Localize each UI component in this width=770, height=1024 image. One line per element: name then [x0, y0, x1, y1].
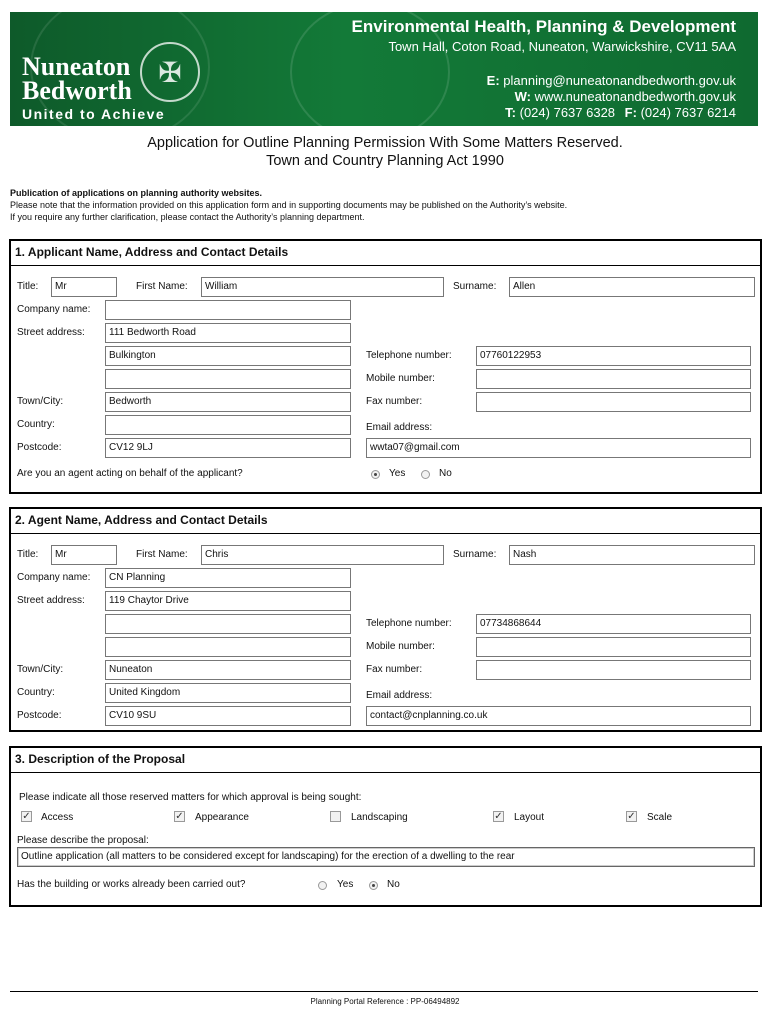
divider [11, 772, 760, 773]
applicant-postcode-field[interactable]: CV12 9LJ [105, 438, 351, 458]
fax-label: Fax number: [366, 396, 423, 407]
landscaping-checkbox[interactable] [330, 811, 341, 822]
country-label: Country: [17, 419, 55, 430]
access-label: Access [41, 812, 74, 823]
section-agent [9, 507, 762, 732]
agent-no-radio[interactable] [421, 470, 430, 479]
postcode-label: Postcode: [17, 710, 62, 721]
first-name-label: First Name: [136, 549, 188, 560]
fax-label: F: [624, 105, 637, 120]
postcode-label: Postcode: [17, 442, 62, 453]
section-title: 1. Applicant Name, Address and Contact Details [15, 245, 289, 259]
town-label: Town/City: [17, 396, 64, 407]
no-label: No [439, 468, 452, 479]
agent-postcode-field[interactable]: CV10 9SU [105, 706, 351, 726]
agent-street-3-field[interactable] [105, 637, 351, 657]
scale-label: Scale [647, 812, 673, 823]
agent-street-2-field[interactable] [105, 614, 351, 634]
agent-mobile-field[interactable] [476, 637, 751, 657]
publication-notice [10, 187, 567, 223]
applicant-surname-field[interactable]: Allen [509, 277, 755, 297]
applicant-fax-field[interactable] [476, 392, 751, 412]
title-label: Title: [17, 549, 39, 560]
logo-text-bedworth: Bedworth [22, 76, 132, 105]
yes-label: Yes [337, 879, 354, 890]
contact-fax: (024) 7637 6214 [640, 105, 736, 120]
department-title: Environmental Health, Planning & Development [351, 17, 736, 36]
contact-email-line [487, 73, 736, 88]
publication-title: Publication of applications on planning authority websites. [10, 188, 263, 198]
carried-out-question: Has the building or works already been carried out? [17, 879, 246, 890]
agent-surname-field[interactable]: Nash [509, 545, 755, 565]
surname-label: Surname: [453, 281, 497, 292]
publication-text-1: Please note that the information provided on this application form and in supporting documents may be published on the Authority’s website. [10, 200, 568, 210]
agent-yes-radio[interactable] [371, 470, 380, 479]
applicant-street-3-field[interactable] [105, 369, 351, 389]
no-label: No [387, 879, 400, 890]
agent-town-field[interactable]: Nuneaton [105, 660, 351, 680]
street-label: Street address: [17, 595, 85, 606]
portal-reference: Planning Portal Reference : PP-06494892 [310, 997, 460, 1006]
street-label: Street address: [17, 327, 85, 338]
email-label: E: [486, 73, 500, 88]
applicant-street-1-field[interactable]: 111 Bedworth Road [105, 323, 351, 343]
appearance-checkbox[interactable]: ✓ [175, 811, 184, 822]
logo-tagline: United to Achieve [22, 106, 166, 122]
country-label: Country: [17, 687, 55, 698]
divider [11, 533, 760, 534]
carried-out-yes-radio[interactable] [318, 881, 327, 890]
divider [11, 265, 760, 266]
layout-checkbox[interactable]: ✓ [494, 811, 503, 822]
publication-text-2: If you require any further clarification, please contact the Authority’s planning department. [10, 212, 365, 222]
form-subtitle: Town and Country Planning Act 1990 [266, 153, 504, 169]
agent-title-field[interactable]: Mr [51, 545, 117, 565]
proposal-description-field[interactable]: Outline application (all matters to be considered except for landscaping) for the erection of a dwelling to the rear [17, 847, 755, 867]
header-banner [10, 12, 758, 126]
title-label: Title: [17, 281, 39, 292]
company-label: Company name: [17, 304, 91, 315]
company-label: Company name: [17, 572, 91, 583]
section-title: 3. Description of the Proposal [15, 752, 186, 766]
agent-question: Are you an agent acting on behalf of the applicant? [17, 468, 243, 479]
surname-label: Surname: [453, 549, 497, 560]
telephone-label: Telephone number: [366, 618, 452, 629]
web-label: W: [514, 89, 531, 104]
agent-fax-field[interactable] [476, 660, 751, 680]
section-proposal [9, 746, 762, 907]
email-label: Email address: [366, 422, 433, 433]
describe-label: Please describe the proposal: [17, 835, 149, 846]
applicant-telephone-field[interactable]: 07760122953 [476, 346, 751, 366]
agent-telephone-field[interactable]: 07734868644 [476, 614, 751, 634]
yes-label: Yes [389, 468, 406, 479]
section-title: 2. Agent Name, Address and Contact Details [15, 513, 268, 527]
appearance-label: Appearance [195, 812, 249, 823]
first-name-label: First Name: [136, 281, 188, 292]
applicant-title-field[interactable]: Mr [51, 277, 117, 297]
agent-first-name-field[interactable]: Chris [201, 545, 444, 565]
applicant-country-field[interactable] [105, 415, 351, 435]
town-label: Town/City: [17, 664, 64, 675]
tel-label: T: [505, 105, 516, 120]
carried-out-no-radio[interactable] [369, 881, 378, 890]
fax-label: Fax number: [366, 664, 423, 675]
agent-street-1-field[interactable]: 119 Chaytor Drive [105, 591, 351, 611]
department-address: Town Hall, Coton Road, Nuneaton, Warwickshire, CV11 5AA [388, 39, 736, 54]
contact-email: planning@nuneatonandbedworth.gov.uk [503, 73, 736, 88]
logo-text-nuneaton: Nuneaton [22, 52, 131, 81]
applicant-street-2-field[interactable]: Bulkington [105, 346, 351, 366]
coat-of-arms-icon: ✠ [140, 42, 200, 102]
mobile-label: Mobile number: [366, 641, 435, 652]
applicant-first-name-field[interactable]: William [201, 277, 444, 297]
applicant-company-field[interactable] [105, 300, 351, 320]
form-title: Application for Outline Planning Permission With Some Matters Reserved. [147, 135, 623, 151]
landscaping-label: Landscaping [351, 812, 408, 823]
section-applicant [9, 239, 762, 494]
agent-company-field[interactable]: CN Planning [105, 568, 351, 588]
applicant-town-field[interactable]: Bedworth [105, 392, 351, 412]
email-label: Email address: [366, 690, 433, 701]
matters-question: Please indicate all those reserved matters for which approval is being sought: [19, 792, 362, 803]
contact-phone-line [505, 105, 736, 120]
applicant-mobile-field[interactable] [476, 369, 751, 389]
telephone-label: Telephone number: [366, 350, 452, 361]
footer-divider [10, 991, 758, 992]
layout-label: Layout [514, 812, 545, 823]
mobile-label: Mobile number: [366, 373, 435, 384]
contact-tel: (024) 7637 6328 [519, 105, 616, 120]
contact-web: www.nuneatonandbedworth.gov.uk [534, 89, 736, 104]
agent-country-field[interactable]: United Kingdom [105, 683, 351, 703]
scale-checkbox[interactable]: ✓ [627, 811, 636, 822]
agent-email-field[interactable]: contact@cnplanning.co.uk [366, 706, 751, 726]
contact-web-line [515, 89, 736, 104]
access-checkbox[interactable]: ✓ [22, 811, 31, 822]
applicant-email-field[interactable]: wwta07@gmail.com [366, 438, 751, 458]
